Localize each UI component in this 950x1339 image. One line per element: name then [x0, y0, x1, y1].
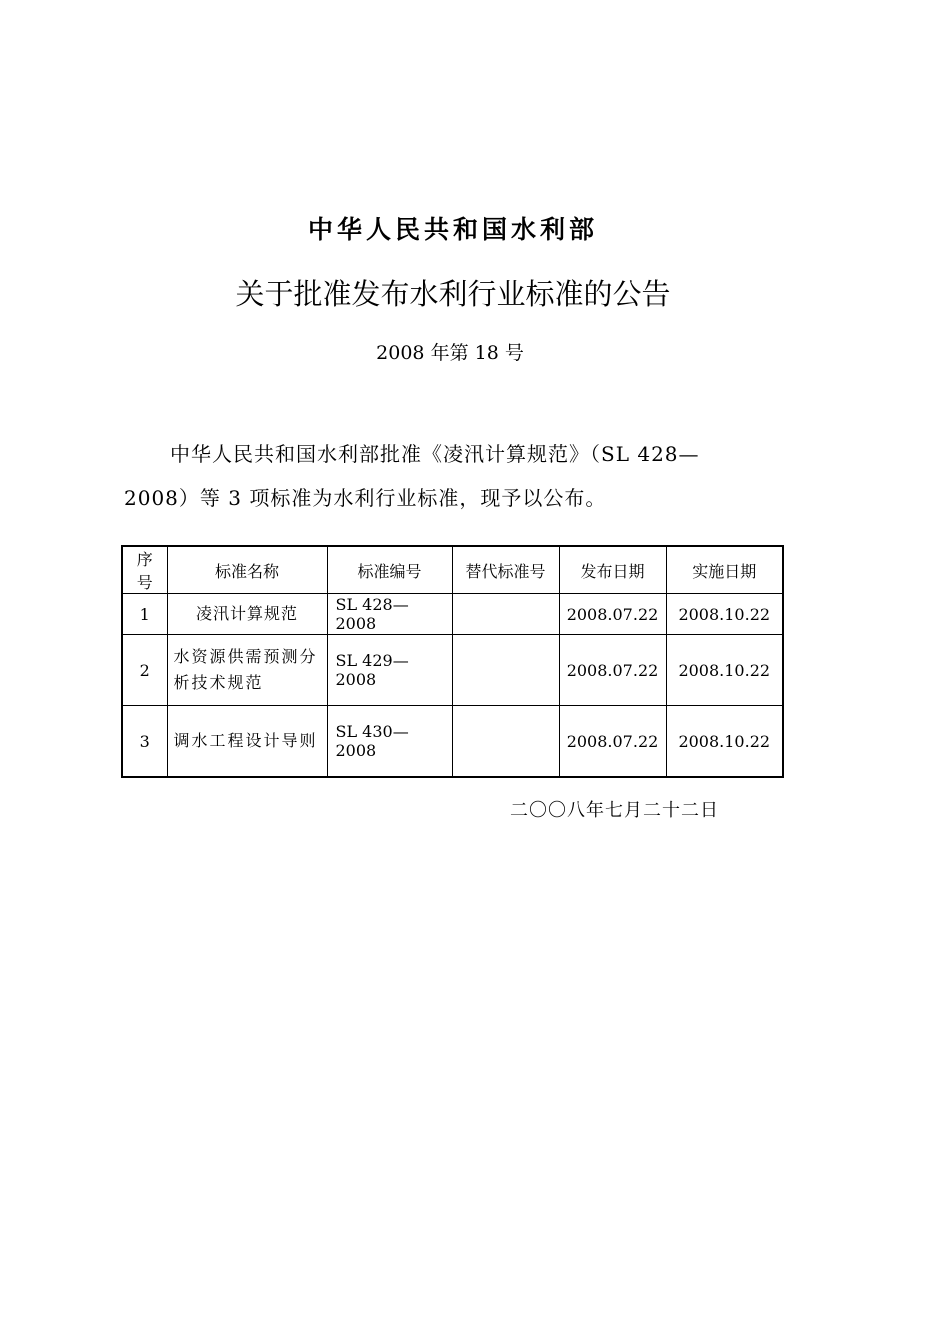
header-no: 序号 [122, 546, 167, 594]
row-publish-date: 2008.07.22 [559, 706, 666, 778]
header-name: 标准名称 [167, 546, 327, 594]
row-effective-date: 2008.10.22 [666, 594, 783, 635]
announcement-body [124, 432, 786, 520]
body-line-2: 2008）等 3 项标准为水利行业标准，现予以公布。 [124, 486, 607, 510]
row-replace [452, 594, 559, 635]
row-effective-date: 2008.10.22 [666, 635, 783, 706]
row-code: SL 430—2008 [327, 706, 452, 778]
row-no: 3 [122, 706, 167, 778]
row-name: 凌汛计算规范 [167, 594, 327, 635]
announcement-number: 2008 年第 18 号 [376, 342, 524, 364]
row-replace [452, 635, 559, 706]
row-no: 1 [122, 594, 167, 635]
row-replace [452, 706, 559, 778]
standards-table [121, 545, 784, 778]
row-publish-date: 2008.07.22 [559, 635, 666, 706]
row-code: SL 428—2008 [327, 594, 452, 635]
body-line-1: 中华人民共和国水利部批准《凌汛计算规范》（SL 428— [170, 442, 700, 466]
signing-date: 二〇〇八年七月二十二日 [510, 800, 719, 821]
table-header-row [122, 546, 783, 594]
table-row [122, 706, 783, 778]
header-replace: 替代标准号 [452, 546, 559, 594]
row-effective-date: 2008.10.22 [666, 706, 783, 778]
header-publish-date: 发布日期 [559, 546, 666, 594]
org-title: 中华人民共和国水利部 [307, 215, 598, 244]
announcement-title: 关于批准发布水利行业标准的公告 [235, 277, 671, 311]
row-no: 2 [122, 635, 167, 706]
table-row [122, 635, 783, 706]
row-publish-date: 2008.07.22 [559, 594, 666, 635]
table-row [122, 594, 783, 635]
row-code: SL 429—2008 [327, 635, 452, 706]
row-name: 调水工程设计导则 [167, 706, 327, 778]
row-name: 水资源供需预测分析技术规范 [167, 635, 327, 706]
header-effective-date: 实施日期 [666, 546, 783, 594]
header-code: 标准编号 [327, 546, 452, 594]
